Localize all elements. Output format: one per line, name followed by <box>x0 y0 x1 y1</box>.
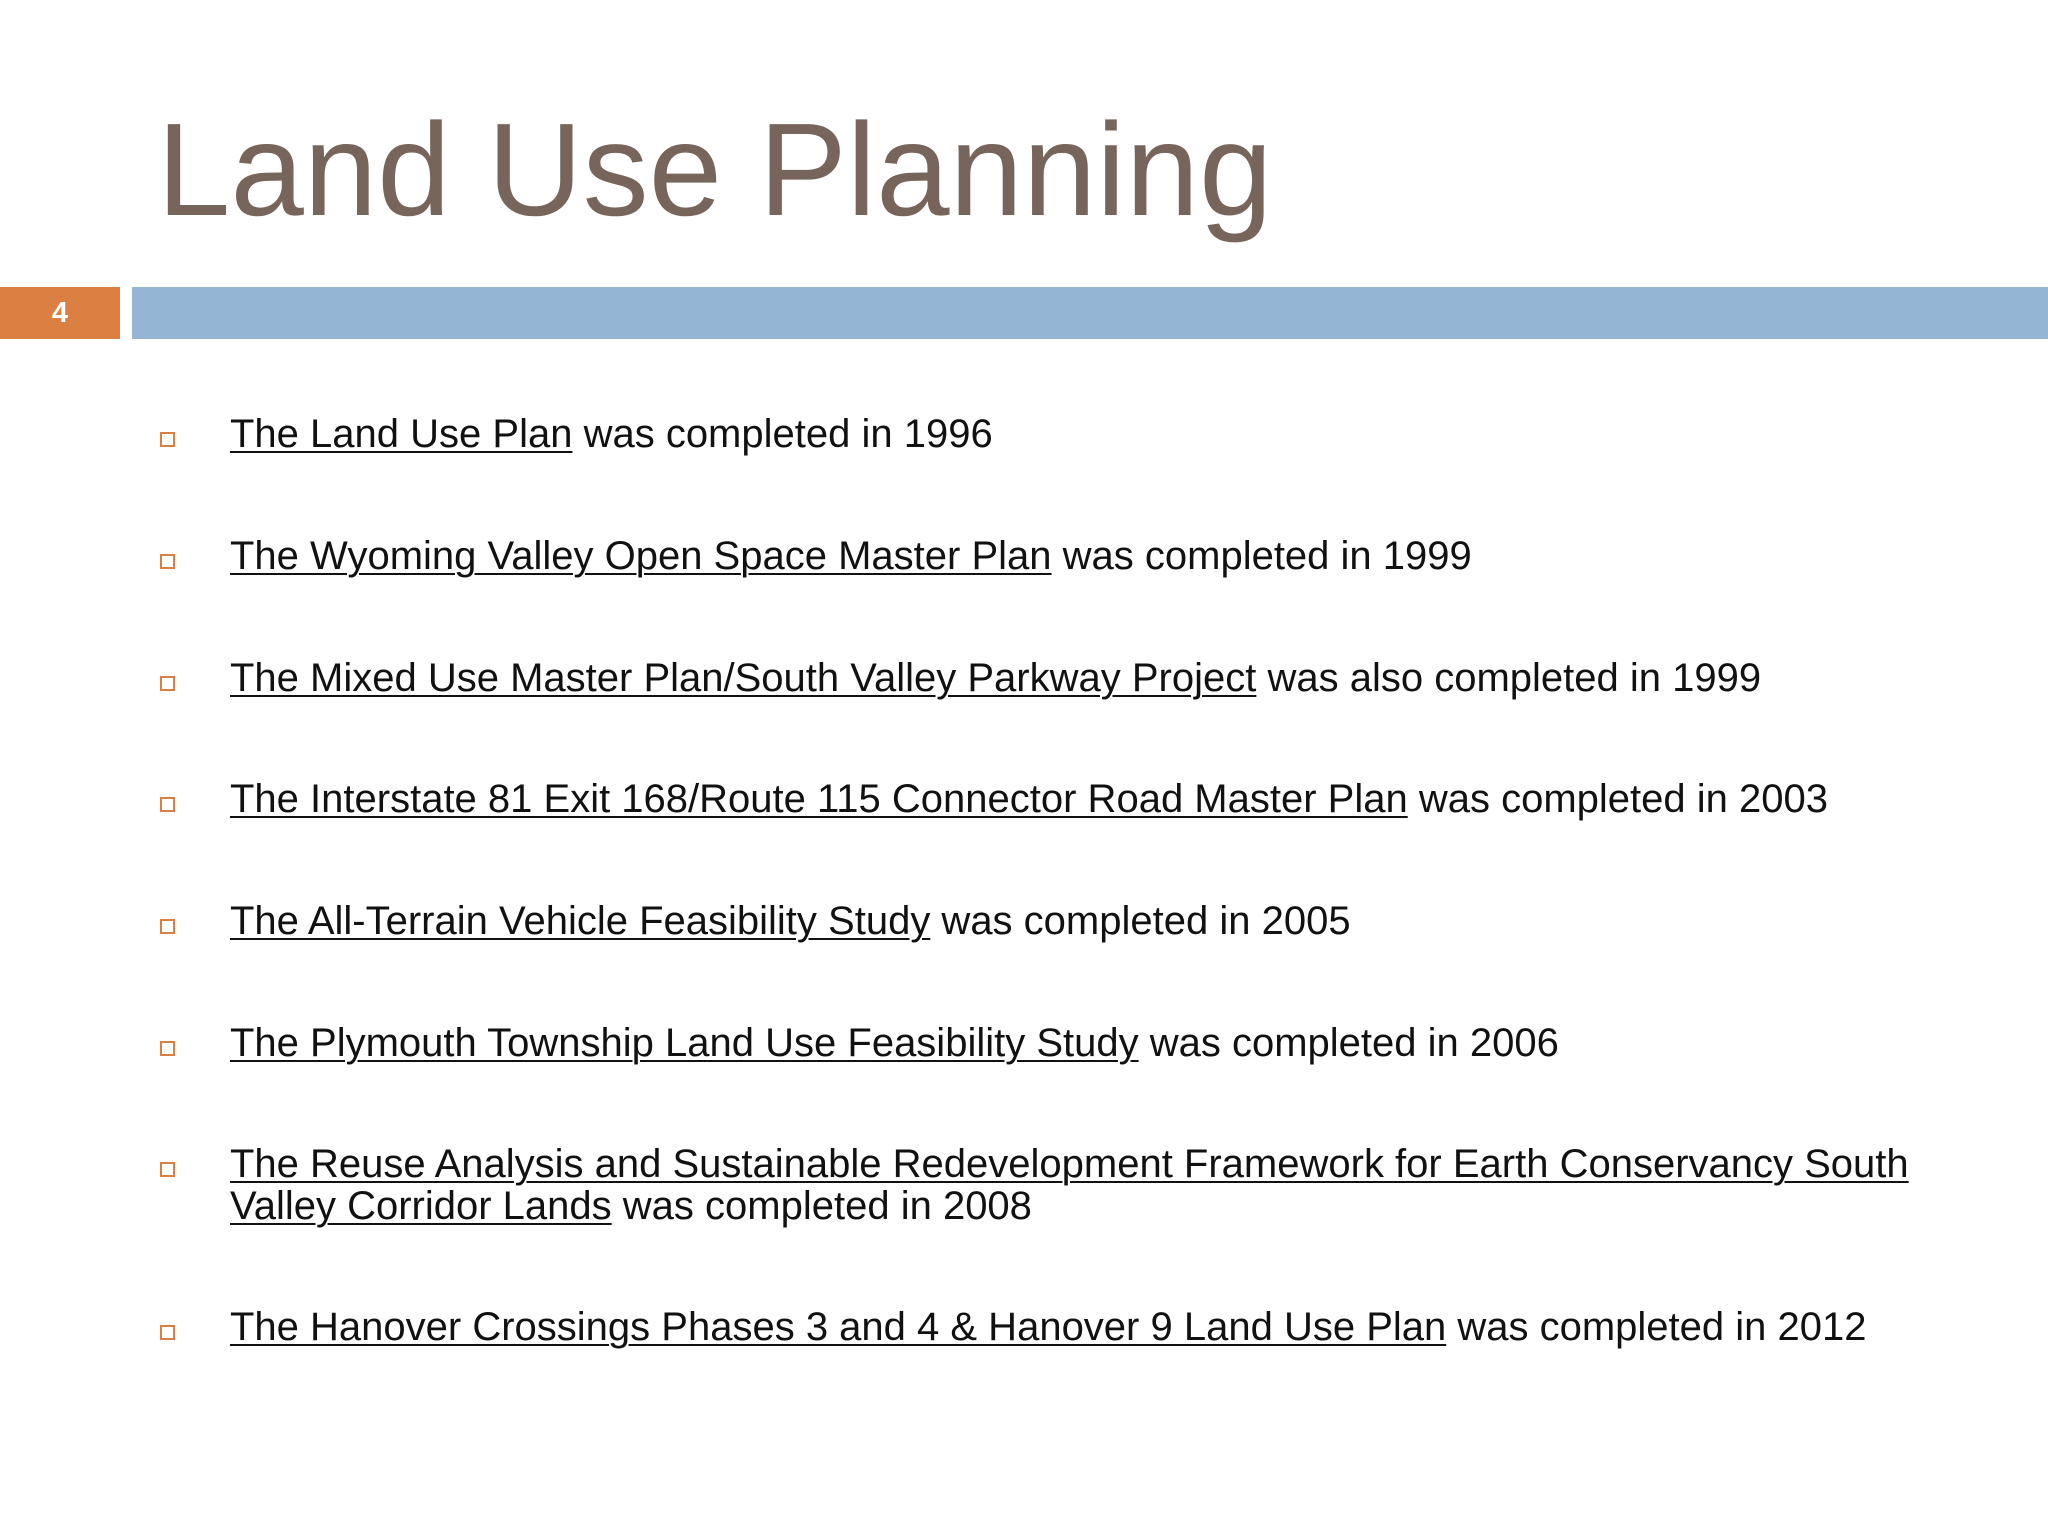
document-link[interactable]: The Wyoming Valley Open Space Master Plan <box>230 534 1052 578</box>
completion-text: was completed in 1996 <box>572 412 993 456</box>
list-item-text <box>230 413 1950 455</box>
hollow-square-icon <box>160 1325 175 1340</box>
hollow-square-icon <box>160 1162 175 1177</box>
document-link[interactable]: The Interstate 81 Exit 168/Route 115 Connector Road Master Plan <box>230 777 1408 821</box>
completion-text: was completed in 1999 <box>1051 534 1472 578</box>
list-item-text <box>230 1306 1950 1348</box>
list-item-text <box>230 778 1950 820</box>
completion-text: was completed in 2003 <box>1407 777 1828 821</box>
list-item-text <box>230 900 1950 942</box>
hollow-square-icon <box>160 676 175 691</box>
hollow-square-icon <box>160 919 175 934</box>
hollow-square-icon <box>160 1041 175 1056</box>
document-link[interactable]: The Land Use Plan <box>230 412 573 456</box>
document-link[interactable]: The Hanover Crossings Phases 3 and 4 & Hanover 9 Land Use Plan <box>230 1305 1447 1349</box>
list-item-text <box>230 657 1950 699</box>
document-link[interactable]: The All-Terrain Vehicle Feasibility Study <box>230 899 931 943</box>
slide-title: Land Use Planning <box>157 96 1273 243</box>
completion-text: was completed in 2006 <box>1138 1021 1559 1065</box>
completion-text: was completed in 2012 <box>1446 1305 1867 1349</box>
list-item-text <box>230 1143 1950 1227</box>
slide-number: 4 <box>51 297 69 329</box>
completion-text: was completed in 2008 <box>611 1184 1032 1228</box>
completion-text: was completed in 2005 <box>930 899 1351 943</box>
title-divider-bar <box>132 287 2048 339</box>
slide-number-badge <box>0 287 120 339</box>
document-link[interactable]: The Reuse Analysis and Sustainable Redevelopment Framework for Earth Conservancy South Valley Corridor Lands <box>230 1142 1909 1228</box>
document-link[interactable]: The Plymouth Township Land Use Feasibility Study <box>230 1021 1139 1065</box>
list-item-text <box>230 1022 1950 1064</box>
hollow-square-icon <box>160 432 175 447</box>
hollow-square-icon <box>160 797 175 812</box>
completion-text: was also completed in 1999 <box>1256 656 1762 700</box>
hollow-square-icon <box>160 554 175 569</box>
document-link[interactable]: The Mixed Use Master Plan/South Valley Parkway Project <box>230 656 1257 700</box>
list-item-text <box>230 535 1950 577</box>
